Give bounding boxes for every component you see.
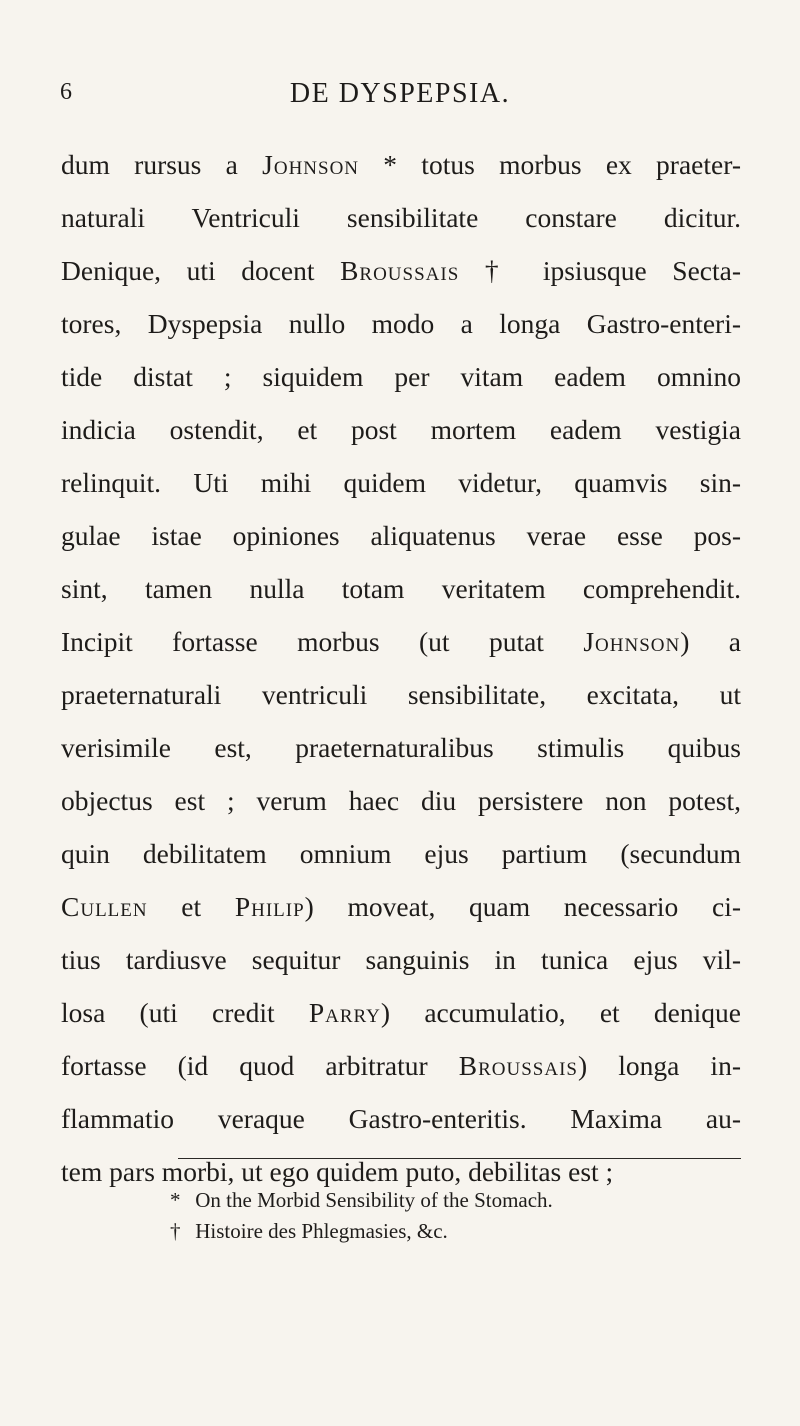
- footnote-rule: [178, 1158, 741, 1159]
- text-run: Denique, uti docent: [61, 255, 341, 286]
- text-run: indicia ostendit, et post mortem eadem vestigia: [61, 414, 741, 445]
- text-line: [61, 191, 741, 244]
- text-run: tores, Dyspepsia nullo modo a longa Gastro-enteri-: [61, 308, 741, 339]
- text-run: ) accumulatio, et denique: [380, 997, 741, 1028]
- text-run: ) a: [680, 626, 741, 657]
- text-line: [61, 138, 741, 191]
- footnote-text: Histoire des Phlegmasies, &c.: [195, 1219, 448, 1243]
- footnotes: [170, 1185, 770, 1247]
- author-name: Parry: [308, 997, 381, 1028]
- text-run: * totus morbus ex praeter-: [359, 149, 741, 180]
- text-line: [61, 403, 741, 456]
- text-run: losa (uti credit: [61, 997, 309, 1028]
- footnote-mark: *: [170, 1188, 181, 1212]
- text-run: ) moveat, quam necessario ci-: [304, 891, 741, 922]
- text-run: flammatio veraque Gastro-enteritis. Maxima au-: [61, 1103, 741, 1134]
- text-line: [61, 986, 741, 1039]
- text-line: [61, 562, 741, 615]
- text-line: [61, 933, 741, 986]
- footnote-text: On the Morbid Sensibility of the Stomach.: [195, 1188, 553, 1212]
- author-name: Broussais: [458, 1050, 578, 1081]
- text-line: [61, 509, 741, 562]
- footnote-mark: †: [170, 1219, 181, 1243]
- text-run: tide distat ; siquidem per vitam eadem omnino: [61, 361, 741, 392]
- text-run: objectus est ; verum haec diu persistere non potest,: [61, 785, 741, 816]
- text-run: tius tardiusve sequitur sanguinis in tunica ejus vil-: [61, 944, 741, 975]
- text-run: Incipit fortasse morbus (ut putat: [61, 626, 584, 657]
- text-run: praeternaturali ventriculi sensibilitate, excitata, ut: [61, 679, 741, 710]
- body-text: [61, 138, 741, 1198]
- author-name: Johnson: [262, 149, 360, 180]
- text-line: [61, 297, 741, 350]
- text-line: [61, 244, 741, 297]
- running-head: DE DYSPEPSIA.: [289, 78, 511, 109]
- text-line: [61, 774, 741, 827]
- author-name: Broussais: [340, 255, 460, 286]
- text-run: dum rursus a: [61, 149, 263, 180]
- text-line: [61, 668, 741, 721]
- text-line: [61, 827, 741, 880]
- text-line: [61, 1092, 741, 1145]
- author-name: Philip: [234, 891, 305, 922]
- text-run: sint, tamen nulla totam veritatem comprehendit.: [61, 573, 741, 604]
- author-name: Johnson: [583, 626, 681, 657]
- text-run: fortasse (id quod arbitratur: [61, 1050, 459, 1081]
- text-run: verisimile est, praeternaturalibus stimulis quibus: [61, 732, 741, 763]
- text-run: tem pars morbi, ut ego quidem puto, debilitas est ;: [61, 1156, 614, 1187]
- text-run: et: [147, 891, 235, 922]
- text-run: ) longa in-: [577, 1050, 741, 1081]
- text-line: [61, 880, 741, 933]
- text-line: [61, 1039, 741, 1092]
- text-run: † ipsiusque Secta-: [459, 255, 741, 286]
- text-line: [61, 615, 741, 668]
- text-run: relinquit. Uti mihi quidem videtur, quamvis sin-: [61, 467, 741, 498]
- text-line: [61, 721, 741, 774]
- text-run: naturali Ventriculi sensibilitate constare dicitur.: [61, 202, 741, 233]
- text-line: [61, 350, 741, 403]
- text-run: quin debilitatem omnium ejus partium (secundum: [61, 838, 741, 869]
- footnote: [170, 1185, 770, 1216]
- footnote: [170, 1216, 770, 1247]
- author-name: Cullen: [61, 891, 148, 922]
- page-number: 6: [60, 79, 72, 105]
- text-run: gulae istae opiniones aliquatenus verae esse pos-: [61, 520, 741, 551]
- text-line: [61, 456, 741, 509]
